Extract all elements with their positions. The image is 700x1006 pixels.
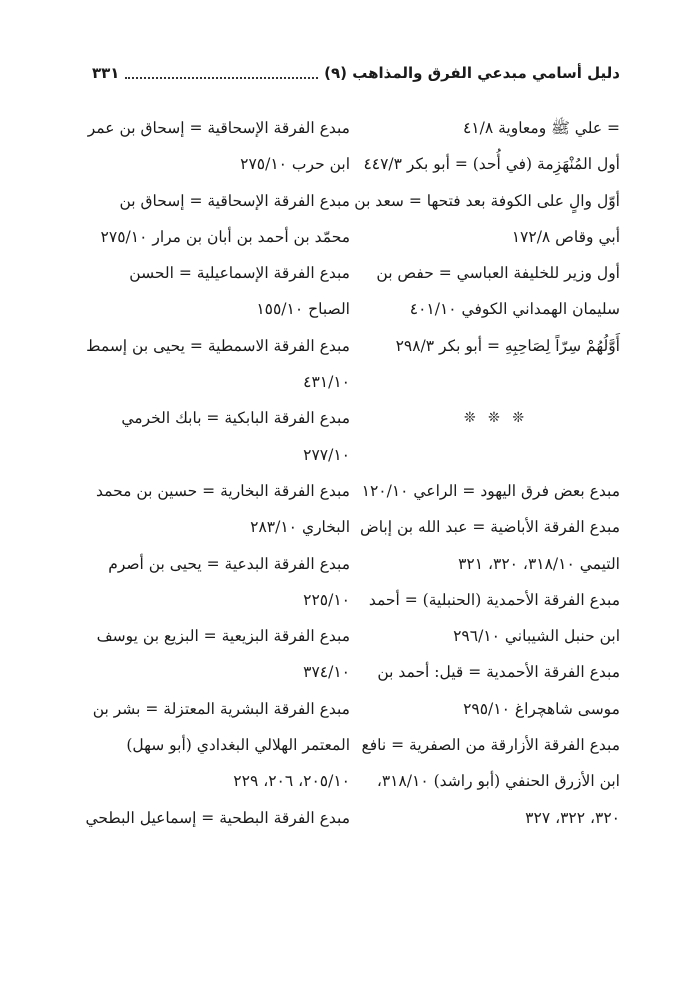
index-line: مبدع الفرقة الإسحاقية = إسحاق بن xyxy=(119,191,350,210)
index-line: = علي ﷺ ومعاوية ٤١/٨ xyxy=(462,119,620,137)
index-line: أوّل والٍ على الكوفة بعد فتحها = سعد بن xyxy=(354,191,620,210)
index-line: مبدع الفرقة البزيعية = البزيع بن يوسف xyxy=(96,627,350,646)
index-line: مبدع الفرقة الاسمطية = يحيى بن إسمط xyxy=(86,336,350,355)
running-header xyxy=(92,58,620,88)
right-column xyxy=(354,110,620,836)
index-line: مبدع الفرقة الأحمدية = قيل: أحمد بن xyxy=(377,663,620,682)
left-column xyxy=(85,110,350,836)
index-line: ٢٠٥/١٠، ٢٠٦، ٢٢٩ xyxy=(233,772,350,791)
index-line: ٢٧٧/١٠ xyxy=(303,445,350,464)
index-line: مبدع بعض فرق اليهود = الراعي ١٢٠/١٠ xyxy=(361,481,620,500)
index-line: مبدع الفرقة البطحية = إسماعيل البطحي xyxy=(85,808,350,827)
index-line: ٣٧٤/١٠ xyxy=(303,663,350,682)
index-line: البخاري ٢٨٣/١٠ xyxy=(250,518,350,537)
index-line: أَوَّلُهُمْ سِرّاً لِصَاحِبِهِ = أبو بكر ٢٩٨/٣ xyxy=(395,336,620,355)
index-line: سليمان الهمداني الكوفي ٤٠١/١٠ xyxy=(409,300,620,319)
index-line: مبدع الفرقة الأزارقة من الصفرية = نافع xyxy=(361,736,620,755)
index-line: مبدع الفرقة البابكية = بابك الخرمي xyxy=(121,409,350,428)
index-line: ابن حنبل الشيباني ٢٩٦/١٠ xyxy=(453,627,620,646)
index-line: المعتمر الهلالي البغدادي (أبو سهل) xyxy=(126,736,350,755)
blank-line xyxy=(372,437,620,473)
index-line: محمّد بن أحمد بن أبان بن مرار ٢٧٥/١٠ xyxy=(100,227,350,246)
index-line: موسى شاهچراغ ٢٩٥/١٠ xyxy=(463,699,620,718)
index-line: ابن حرب ٢٧٥/١٠ xyxy=(240,155,350,174)
header-dot-leader xyxy=(125,76,318,79)
index-line: مبدع الفرقة الإسحاقية = إسحاق بن عمر xyxy=(87,119,350,137)
index-line: التيمي ٣١٨/١٠، ٣٢٠، ٣٢١ xyxy=(458,554,620,573)
index-line: ٢٢٥/١٠ xyxy=(303,590,350,609)
header-title: دليل أسامي مبدعي الفرق والمذاهب (٩) xyxy=(324,64,620,82)
index-line: مبدع الفرقة الأباضية = عبد الله بن إباض xyxy=(359,518,620,537)
section-separator: ❊ ❊ ❊ xyxy=(463,410,529,427)
index-line: مبدع الفرقة البخارية = حسين بن محمد xyxy=(95,481,350,500)
blank-line xyxy=(372,364,620,400)
index-line: ٤٣١/١٠ xyxy=(303,373,350,392)
index-line: ٣٢٠، ٣٢٢، ٣٢٧ xyxy=(525,808,620,827)
index-line: الصباح ١٥٥/١٠ xyxy=(256,300,350,319)
index-line: مبدع الفرقة الإسماعيلية = الحسن xyxy=(129,264,350,283)
index-line: ابن الأزرق الحنفي (أبو راشد) ٣١٨/١٠، xyxy=(376,772,620,791)
index-line: أول وزير للخليفة العباسي = حفص بن xyxy=(376,264,620,283)
index-line: أول المُنْهَزِمة (في أُحد) = أبو بكر ٤٤٧/٣ xyxy=(363,155,620,174)
index-line: مبدع الفرقة الأحمدية (الحنبلية) = أحمد xyxy=(368,590,620,609)
page-number: ٣٣١ xyxy=(92,64,120,82)
index-line: مبدع الفرقة البدعية = يحيى بن أصرم xyxy=(108,554,350,573)
index-line: أبي وقاص ١٧٢/٨ xyxy=(511,227,620,246)
index-line: مبدع الفرقة البشرية المعتزلة = بشر بن xyxy=(92,699,350,718)
